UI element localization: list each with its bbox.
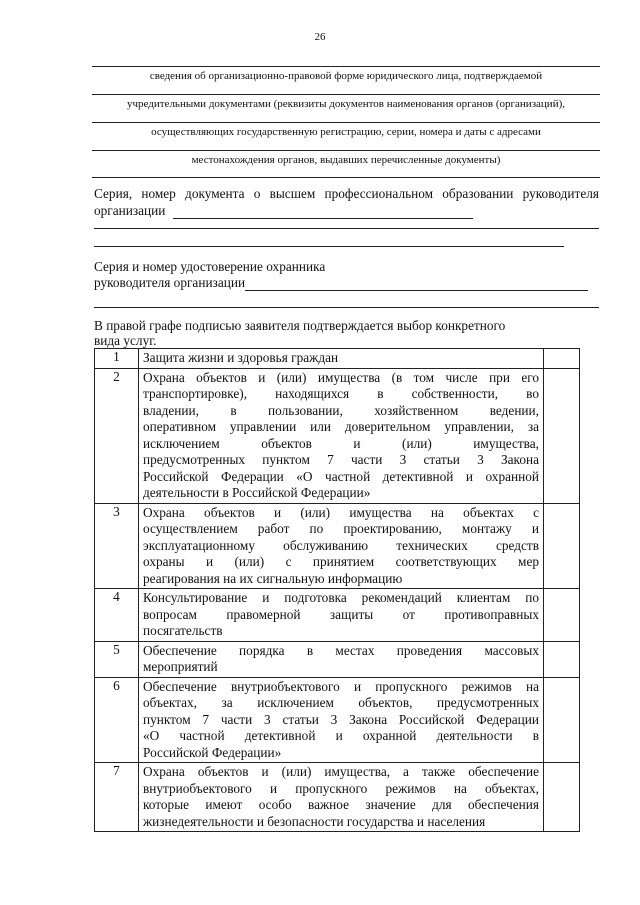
guard-cert-input[interactable] <box>245 277 588 291</box>
fill-line[interactable] <box>92 150 600 151</box>
description-line: Охрана объектов и (или) имущества, а также обеспечение <box>143 764 539 779</box>
caption-line-1: сведения об организационно-правовой форме юридического лица, подтверждаемой <box>149 70 543 82</box>
row-number: 3 <box>95 503 139 589</box>
signature-cell[interactable] <box>544 503 580 589</box>
intro-line-1: В правой графе подписью заявителя подтверждается выбор конкретного <box>94 318 506 333</box>
caption-line-2: учредительными документами (реквизиты документов наименования органов (организаций), <box>127 98 565 110</box>
signature-cell[interactable] <box>544 368 580 503</box>
description-line: посягательств <box>143 623 223 638</box>
description-line: оперативном управлении или доверительном управлении, за <box>143 419 539 434</box>
education-input[interactable] <box>173 205 473 219</box>
description-line: Охрана объектов и (или) имущества (в том числе при его <box>143 369 539 385</box>
signature-cell[interactable] <box>544 641 580 677</box>
description-line: «О частной детективной и охранной деятельности в <box>143 728 539 743</box>
description-line: внутриобъектового и пропускного режимов на объектах, <box>143 780 539 796</box>
row-number: 7 <box>95 763 139 832</box>
description-line: транспортировке), находящихся в собственности, во <box>143 386 539 401</box>
fill-line[interactable] <box>92 177 600 178</box>
service-description <box>139 349 544 369</box>
signature-cell[interactable] <box>544 763 580 832</box>
fill-line[interactable] <box>94 246 564 247</box>
description-line: пунктом 7 части 3 статьи 3 Закона Российской Федерации <box>143 711 539 727</box>
row-number: 5 <box>95 641 139 677</box>
table-row <box>95 641 580 677</box>
description-line: Охрана объектов и (или) имущества на объектах с <box>143 504 539 520</box>
description-line: жизнедеятельности и безопасности государства и населения <box>143 813 486 829</box>
description-line: Защита жизни и здоровья граждан <box>143 350 339 365</box>
description-line: владении, в пользовании, хозяйственном ведении, <box>143 402 539 418</box>
table-row <box>95 349 580 369</box>
row-number: 6 <box>95 677 139 763</box>
signature-cell[interactable] <box>544 677 580 763</box>
page-number: 26 <box>314 31 326 43</box>
service-description <box>139 503 544 589</box>
caption-line-4: местонахождения органов, выдавших перечисленные документы) <box>191 154 501 166</box>
row-number: 4 <box>95 589 139 642</box>
education-label-line-2: организации <box>94 203 166 218</box>
row-number: 2 <box>95 368 139 503</box>
caption-line-3: осуществляющих государственную регистрацию, серии, номера и даты с адресами <box>151 126 541 138</box>
description-line: объектах, за исключением объектов, предусмотренных <box>143 695 539 710</box>
description-line: предусмотренных пунктом 7 части 3 статьи 3 Закона <box>143 452 539 467</box>
signature-cell[interactable] <box>544 349 580 369</box>
description-line: охраны и (или) с принятием соответствующих мер <box>143 554 539 569</box>
description-line: реагирования на их сигнальную информацию <box>143 570 403 586</box>
description-line: Консультирование и подготовка рекомендаций клиентам по <box>143 590 539 605</box>
fill-line[interactable] <box>92 94 600 95</box>
signature-cell[interactable] <box>544 589 580 642</box>
intro-line-2: вида услуг. <box>94 333 157 348</box>
guard-cert-label-line-1: Серия и номер удостоверение охранника <box>94 259 326 274</box>
table-row <box>95 677 580 763</box>
service-description <box>139 677 544 763</box>
description-line: вопросам правомерной защиты от противоправных <box>143 606 539 622</box>
description-line: мероприятий <box>143 659 218 674</box>
service-description <box>139 368 544 503</box>
fill-line[interactable] <box>94 307 599 308</box>
education-label-line-1: Серия, номер документа о высшем профессиональном образовании руководителя <box>94 186 599 201</box>
description-line: эксплуатационному обслуживанию технических средств <box>143 537 539 553</box>
services-table <box>94 348 580 832</box>
description-line: Обеспечение внутриобъектового и пропускного режимов на <box>143 678 539 694</box>
description-line: деятельности в Российской Федерации» <box>143 485 371 500</box>
fill-line[interactable] <box>94 228 599 229</box>
description-line: которые имеют особо важное значение для обеспечения <box>143 797 539 812</box>
description-line: Обеспечение порядка в местах проведения массовых <box>143 642 539 658</box>
table-row <box>95 763 580 832</box>
fill-line[interactable] <box>92 122 600 123</box>
table-row <box>95 503 580 589</box>
description-line: Российской Федерации «О частной детективной и охранной <box>143 468 539 484</box>
service-description <box>139 763 544 832</box>
fill-line[interactable] <box>92 66 600 67</box>
service-description <box>139 589 544 642</box>
description-line: осуществлением работ по проектированию, монтажу и <box>143 521 539 536</box>
table-row <box>95 368 580 503</box>
row-number: 1 <box>95 349 139 369</box>
description-line: исключением объектов и (или) имущества, <box>143 435 539 451</box>
service-description <box>139 641 544 677</box>
guard-cert-label-line-2: руководителя организации <box>94 275 246 290</box>
description-line: Российской Федерации» <box>143 744 282 760</box>
table-row <box>95 589 580 642</box>
